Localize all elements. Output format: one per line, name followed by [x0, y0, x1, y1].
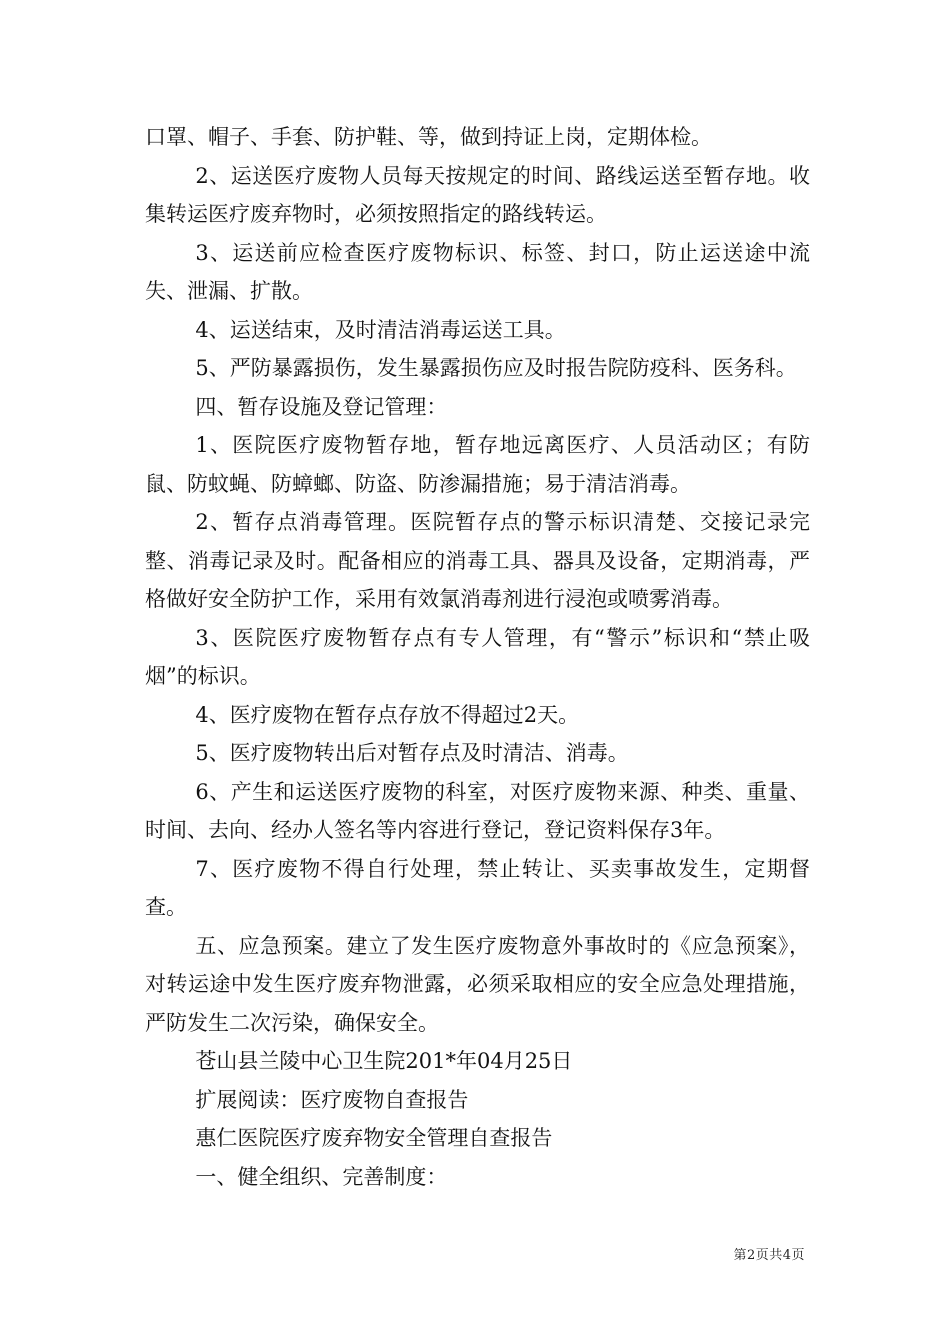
paragraph-exposure-injury: 5、严防暴露损伤，发生暴露损伤应及时报告院防疫科、医务科。 — [195, 356, 797, 380]
paragraph-storage-disinfection: 2、暂存点消毒管理。医院暂存点的警示标识清楚、交接记录完整、消毒记录及时。配备相应的消毒工具、器具及设备，定期消毒，严格做好安全防护工作，采用有效氯消毒剂进行浸泡或喷雾消毒。 — [145, 510, 810, 611]
section-heading-storage: 四、暂存设施及登记管理： — [195, 394, 448, 419]
document-body — [145, 118, 810, 1196]
paragraph-post-transfer-clean: 5、医疗废物转出后对暂存点及时清洁、消毒。 — [195, 741, 629, 765]
paragraph-storage-location: 1、医院医疗废物暂存地，暂存地远离医疗、人员活动区；有防鼠、防蚊蝇、防蟑螂、防盗、防渗漏措施；易于清洁消毒。 — [145, 433, 810, 496]
section-heading-organization: 一、健全组织、完善制度： — [195, 1164, 448, 1189]
paragraph-protective-gear: 口罩、帽子、手套、防护鞋、等，做到持证上岗，定期体检。 — [145, 125, 712, 149]
paragraph-storage-duration: 4、医疗废物在暂存点存放不得超过2天。 — [195, 702, 580, 727]
paragraph-no-self-disposal: 7、医疗废物不得自行处理，禁止转让、买卖事故发生，定期督查。 — [145, 856, 810, 919]
signature-date-line: 苍山县兰陵中心卫生院201*年04月25日 — [195, 1049, 573, 1073]
report-title: 惠仁医院医疗废弃物安全管理自查报告 — [195, 1126, 553, 1150]
paragraph-storage-staff: 3、医院医疗废物暂存点有专人管理，有“警示”标识和“禁止吸烟”的标识。 — [145, 625, 810, 688]
extended-reading-heading: 扩展阅读：医疗废物自查报告 — [195, 1087, 469, 1112]
paragraph-emergency-plan: 五、应急预案。建立了发生医疗废物意外事故时的《应急预案》，对转运途中发生医疗废弃物泄露，必须采取相应的安全应急处理措施，严防发生二次污染，确保安全。 — [145, 933, 810, 1035]
paragraph-registration: 6、产生和运送医疗废物的科室，对医疗废物来源、种类、重量、时间、去向、经办人签名等内容进行登记，登记资料保存3年。 — [145, 779, 810, 842]
paragraph-transport-route: 2、运送医疗废物人员每天按规定的时间、路线运送至暂存地。收集转运医疗废弃物时，必须按照指定的路线转运。 — [145, 163, 810, 226]
paragraph-clean-tools: 4、运送结束，及时清洁消毒运送工具。 — [195, 317, 566, 342]
page-number-footer: 第2页共4页 — [733, 1248, 805, 1263]
paragraph-pre-transport-check: 3、运送前应检查医疗废物标识、标签、封口，防止运送途中流失、泄漏、扩散。 — [145, 240, 810, 303]
